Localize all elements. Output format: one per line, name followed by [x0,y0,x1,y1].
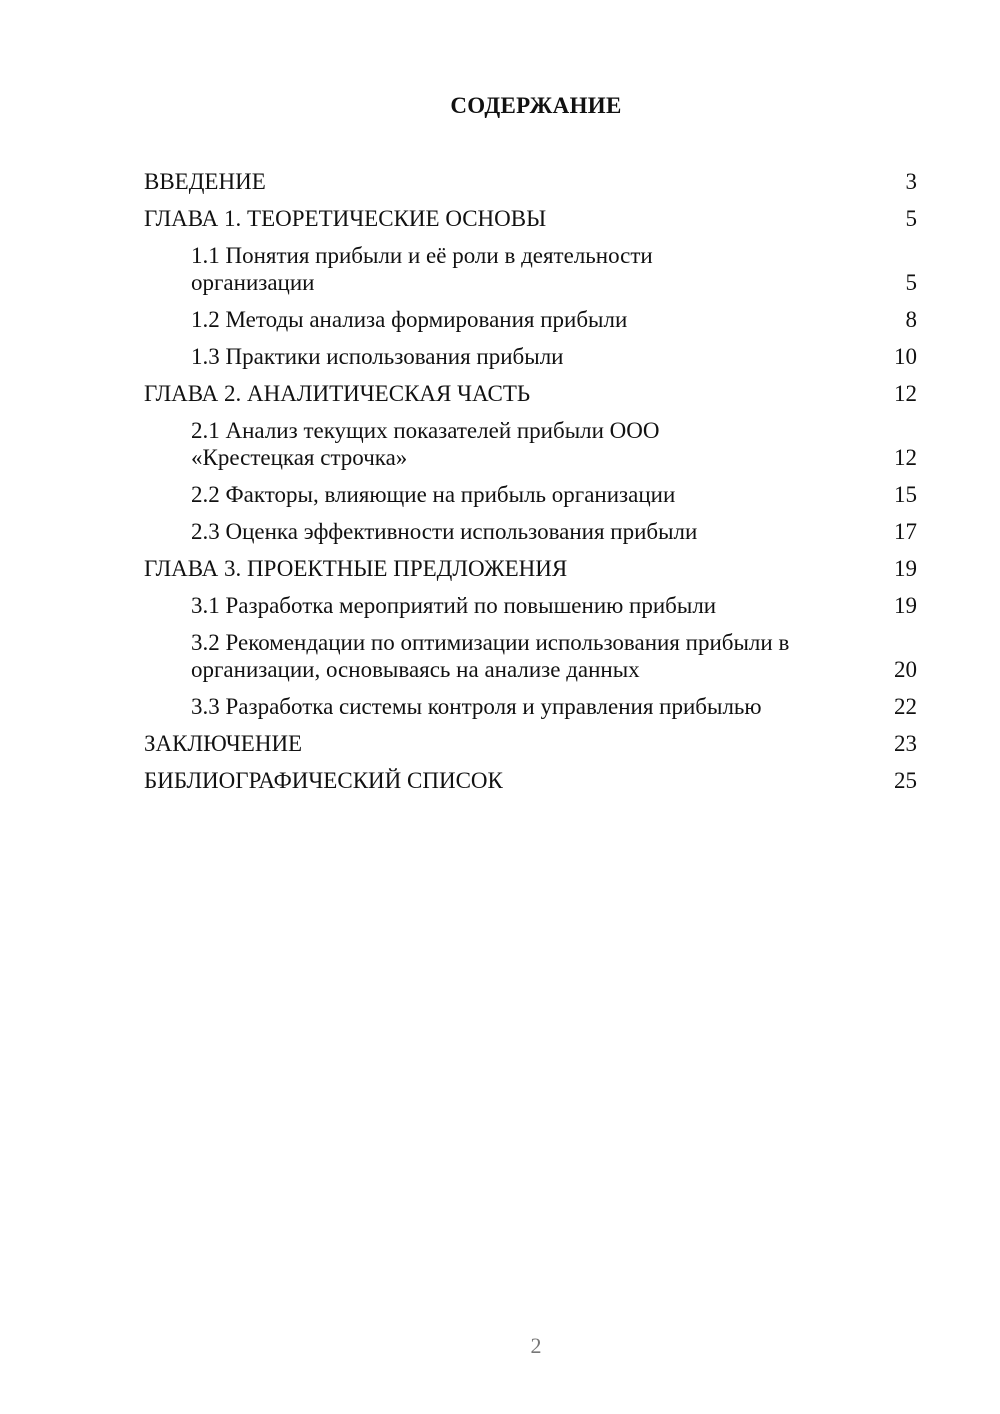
toc-entry-label: 1.1 Понятия прибыли и её роли в деятельности организации [191,243,653,295]
toc-entry-page: 15 [894,482,917,507]
toc-entry-page: 19 [894,556,917,581]
toc-entry-label: ГЛАВА 2. АНАЛИТИЧЕСКАЯ ЧАСТЬ [144,381,531,406]
toc-entry-label: 1.2 Методы анализа формирования прибыли [191,307,628,332]
page-number: 2 [530,1333,542,1358]
toc-entry-page: 12 [894,445,917,470]
table-of-contents [0,168,1000,804]
toc-entry [0,168,1000,195]
toc-entry-label: ВВЕДЕНИЕ [144,169,266,194]
toc-entry-page: 5 [905,206,917,231]
toc-entry [0,343,1000,370]
toc-entry-label: 1.3 Практики использования прибыли [191,344,564,369]
toc-entry-page: 19 [894,593,917,618]
toc-entry [0,481,1000,508]
toc-entry [0,730,1000,757]
toc-entry [0,767,1000,794]
toc-entry-page: 20 [894,657,917,682]
toc-entry-label: БИБЛИОГРАФИЧЕСКИЙ СПИСОК [144,768,503,793]
toc-entry [0,417,1000,471]
toc-entry-page: 22 [894,694,917,719]
toc-entry-label: 3.2 Рекомендации по оптимизации использования прибыли в организации, основываясь на анализе данных [191,630,790,682]
toc-entry-page: 25 [894,768,917,793]
toc-entry-label: 3.3 Разработка системы контроля и управления прибылью [191,694,762,719]
toc-entry [0,380,1000,407]
toc-entry-page: 12 [894,381,917,406]
toc-entry-label: ГЛАВА 1. ТЕОРЕТИЧЕСКИЕ ОСНОВЫ [144,206,547,231]
page-title: СОДЕРЖАНИЕ [450,93,622,118]
toc-entry-label: 2.2 Факторы, влияющие на прибыль организации [191,482,676,507]
toc-entry-page: 8 [905,307,917,332]
toc-entry-page: 17 [894,519,917,544]
toc-entry [0,592,1000,619]
toc-entry-page: 5 [905,270,917,295]
toc-entry-label: 2.1 Анализ текущих показателей прибыли ООО «Крестецкая строчка» [191,418,660,470]
toc-entry [0,242,1000,296]
toc-entry-label: ЗАКЛЮЧЕНИЕ [144,731,303,756]
toc-entry [0,693,1000,720]
toc-entry [0,518,1000,545]
toc-entry [0,205,1000,232]
toc-entry [0,555,1000,582]
toc-entry-label: 3.1 Разработка мероприятий по повышению прибыли [191,593,717,618]
toc-entry [0,629,1000,683]
toc-entry-label: 2.3 Оценка эффективности использования прибыли [191,519,698,544]
toc-entry-page: 23 [894,731,917,756]
toc-entry-page: 10 [894,344,917,369]
toc-entry [0,306,1000,333]
toc-entry-page: 3 [905,169,917,194]
toc-entry-label: ГЛАВА 3. ПРОЕКТНЫЕ ПРЕДЛОЖЕНИЯ [144,556,568,581]
